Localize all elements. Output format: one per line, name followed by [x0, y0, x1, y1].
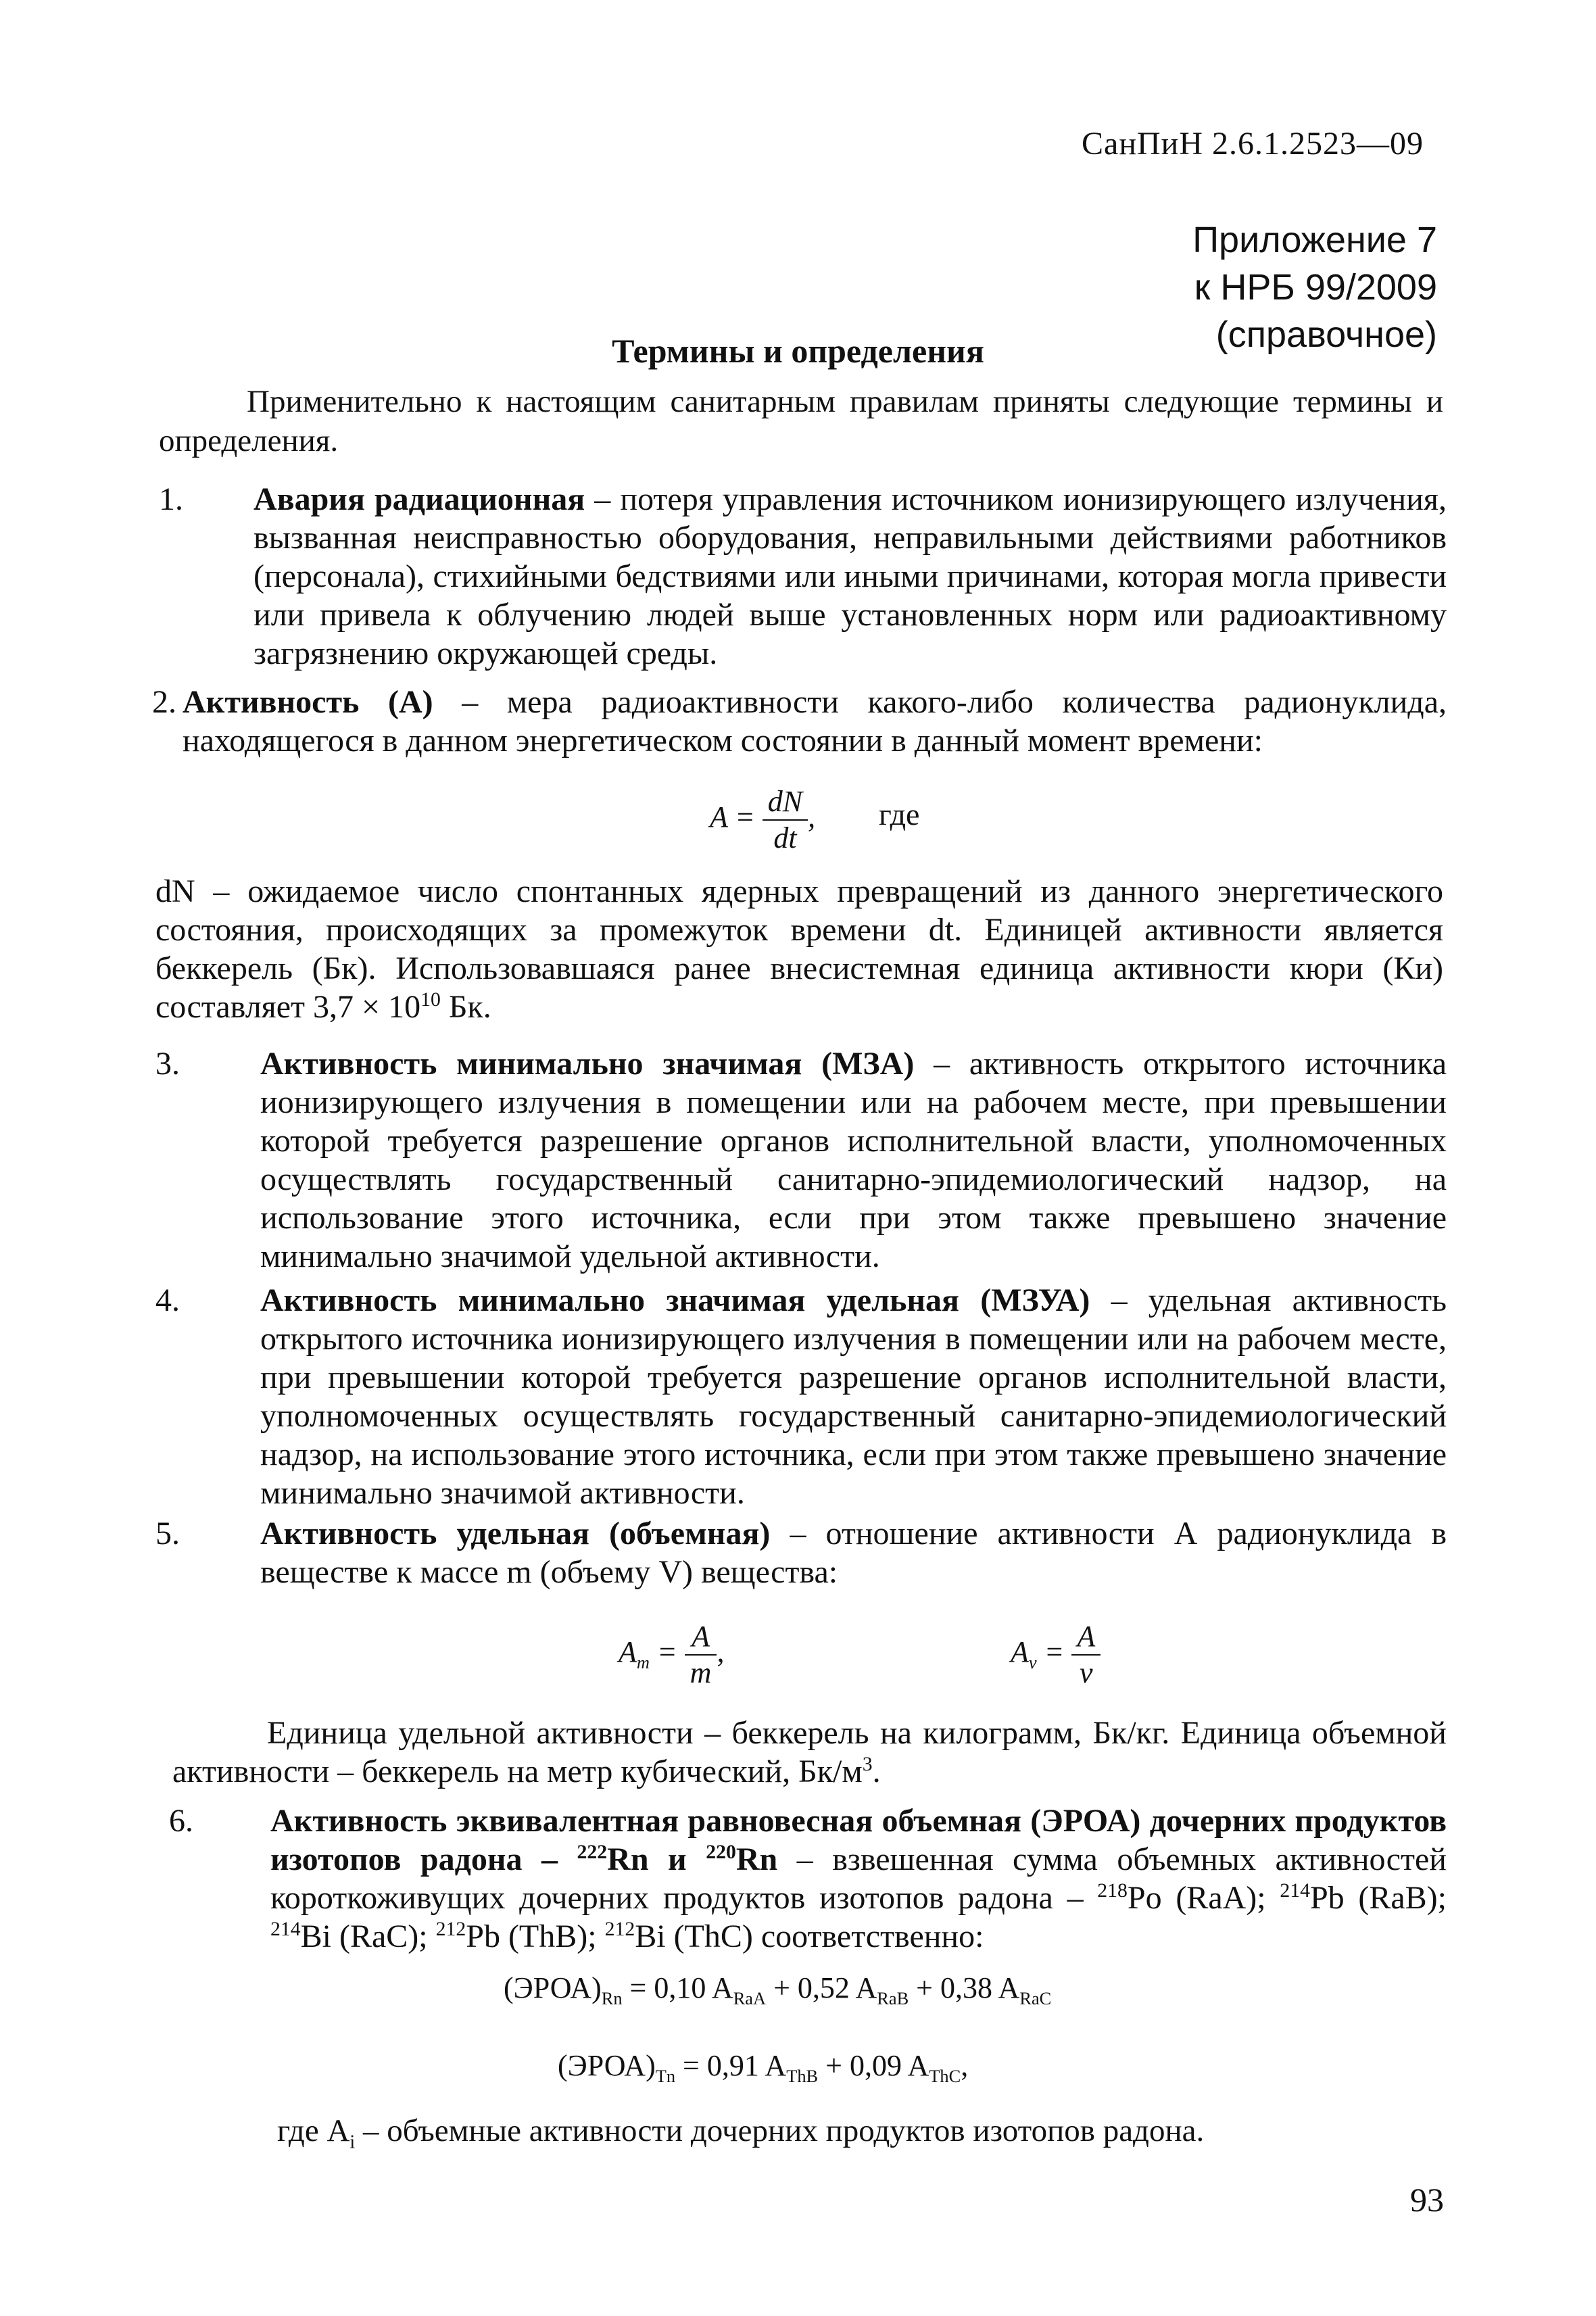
isotope-mass: 222 [577, 1841, 608, 1863]
definition-text: – потеря управления источником ионизирующего излучения, вызванная неисправностью оборудования, неправильными действиями работников (персонала), стихийными бедствиями или иными причинами, которая могла привести или привела к облучению людей выше установленных норм или радиоактивному загрязнению окружающей среды. [253, 481, 1447, 671]
isotope-text: Po (RaA); [1127, 1880, 1280, 1916]
term: Активность минимально значимая (МЗА) [260, 1046, 915, 1082]
exponent: 10 [420, 988, 441, 1011]
eq-sub: RaC [1019, 1987, 1052, 2008]
eq-term: + 0,52 A [766, 1971, 877, 2004]
term: Активность минимально значимая удельная (МЗУА) [260, 1282, 1090, 1318]
eq-lhs-sub: Tn [655, 2065, 676, 2086]
intro-paragraph: Применительно к настоящим санитарным правилам приняты следующие термины и определения. [159, 384, 1443, 458]
item-number: 3. [155, 1046, 180, 1082]
formula-lhs: A [619, 1635, 637, 1669]
isotope-mass: 220 [706, 1841, 736, 1863]
equation-eroa-rn [504, 1971, 1052, 2008]
eq-term: + 0,38 A [909, 1971, 1020, 2004]
formula-eq: = [649, 1635, 677, 1669]
continued-end: . [872, 1754, 881, 1789]
eq-lhs-sub: Rn [601, 1987, 623, 2008]
where-note [277, 2113, 1205, 2153]
isotope-mass: 212 [604, 1918, 635, 1940]
denominator: v [1079, 1656, 1093, 1689]
term: Активность удельная (объемная) [260, 1516, 771, 1551]
numerator: dN [763, 784, 808, 821]
definition-item-4 [155, 1281, 1447, 1512]
formula-activity [710, 784, 815, 856]
definition-item-2-continued [155, 872, 1443, 1026]
numerator: A [1071, 1619, 1101, 1656]
isotope-text: Bi (RaC); [300, 1919, 436, 1954]
term-and: и [648, 1841, 706, 1877]
item-number: 5. [155, 1516, 180, 1551]
definition-item-6 [169, 1802, 1447, 1956]
definition-item-5 [155, 1514, 1447, 1591]
formula-tail: , [808, 800, 816, 834]
fraction [1071, 1619, 1101, 1691]
where-label: где [879, 797, 920, 831]
denominator: dt [773, 821, 797, 854]
term: Авария радиационная [253, 481, 585, 517]
definition-item-5-continued [172, 1714, 1447, 1791]
isotope-mass: 214 [1280, 1879, 1310, 1902]
denominator: m [690, 1656, 712, 1689]
eq-sub: RaA [733, 1987, 767, 2008]
formula-lhs: A = [710, 800, 755, 834]
equation-eroa-tn [558, 2048, 969, 2086]
formula-lhs-sub: m [636, 1651, 650, 1672]
fraction [763, 784, 808, 856]
eq-term: = 0,91 A [675, 2049, 787, 2082]
page-number: 93 [1410, 2181, 1444, 2219]
definition-item-3 [155, 1044, 1447, 1276]
continued-text: Единица удельной активности – беккерель на килограмм, Бк/кг. Единица объемной активности – беккерель на метр кубический, Бк/м [172, 1715, 1447, 1789]
isotope-mass: 218 [1097, 1879, 1128, 1902]
eq-tail: , [961, 2049, 969, 2082]
isotope-text: Pb (RaB); [1309, 1880, 1447, 1916]
term: Активность (А) [183, 684, 433, 720]
definition-text: – активность открытого источника ионизирующего излучения в помещении или на рабочем месте, при превышении которой требуется разрешение органов исполнительной власти, уполномоченных осуществлять государственный санитарно-эпидемиологический надзор, на использование этого источника, если при этом также превышено значение минимально значимой удельной активности. [260, 1046, 1447, 1274]
exponent: 3 [862, 1753, 873, 1775]
formula-tail: , [717, 1635, 725, 1669]
item-number: 2. [152, 684, 176, 720]
page-title: Термины и определения [612, 332, 984, 370]
formula-volume-activity [1011, 1619, 1101, 1691]
definition-text: – отношение активности А радионуклида в веществе к массе m (объему V) вещества: [260, 1516, 1447, 1590]
definition-text: – взвешенная сумма объемных активностей короткоживущих дочерних продуктов изотопов радона – [270, 1841, 1447, 1916]
eq-sub: ThC [929, 2065, 961, 2086]
formula-specific-activity [619, 1619, 724, 1691]
isotope-text: Pb (ThB); [466, 1919, 605, 1954]
appendix-line-2: к НРБ 99/2009 [1194, 267, 1437, 308]
isotope-symbol: Rn [735, 1841, 778, 1877]
definition-item-1 [159, 480, 1447, 673]
formula-lhs-sub: v [1028, 1651, 1037, 1672]
definition-text: – мера радиоактивности какого-либо количества радионуклида, находящегося в данном энергетическом состоянии в данный момент времени: [183, 684, 1447, 758]
where-text: где A [277, 2113, 350, 2148]
appendix-line-3: (справочное) [1215, 314, 1437, 355]
where-end: – объемные активности дочерних продуктов изотопов радона. [355, 2113, 1205, 2148]
item-number: 6. [169, 1803, 193, 1839]
document-code: СанПиН 2.6.1.2523—09 [1082, 126, 1424, 162]
isotope-mass: 212 [435, 1918, 466, 1940]
isotope-text: Bi (ThC) соответственно: [635, 1919, 984, 1954]
item-number: 1. [159, 481, 183, 517]
eq-lhs: (ЭРОА) [504, 1971, 602, 2004]
definition-text: – удельная активность открытого источника ионизирующего излучения в помещении или на рабочем месте, при превышении которой требуется разрешение органов исполнительной власти, уполномоченных осуществлять государственный санитарно-эпидемиологический надзор, на использование этого источника, если при этом также превышено значение минимально значимой активности. [260, 1282, 1447, 1511]
formula-eq: = [1036, 1635, 1065, 1669]
formula-lhs: A [1011, 1635, 1029, 1669]
eq-sub: RaB [877, 1987, 909, 2008]
isotope-mass: 214 [270, 1918, 301, 1940]
eq-term: = 0,10 A [622, 1971, 733, 2004]
isotope-symbol: Rn [607, 1841, 649, 1877]
definition-item-2 [152, 683, 1447, 760]
numerator: A [685, 1619, 717, 1656]
where-sub: i [349, 2131, 356, 2153]
appendix-line-1: Приложение 7 [1192, 220, 1437, 260]
fraction [685, 1619, 717, 1691]
continued-text: dN – ожидаемое число спонтанных ядерных превращений из данного энергетического состояния, происходящих за промежуток времени dt. Единицей активности является беккерель (Бк). Использовавшаяся ранее внесистемная единица активности кюри (Ки) составляет 3,7 × 10 [155, 873, 1443, 1025]
item-number: 4. [155, 1282, 180, 1318]
eq-term: + 0,09 A [818, 2049, 929, 2082]
continued-end: Бк. [440, 989, 491, 1025]
term-text: Активность эквивалентная равновесная объемная (ЭРОА) дочерних продуктов изотопов радона – [270, 1803, 1447, 1877]
eq-lhs: (ЭРОА) [558, 2049, 656, 2082]
eq-sub: ThB [786, 2065, 819, 2086]
